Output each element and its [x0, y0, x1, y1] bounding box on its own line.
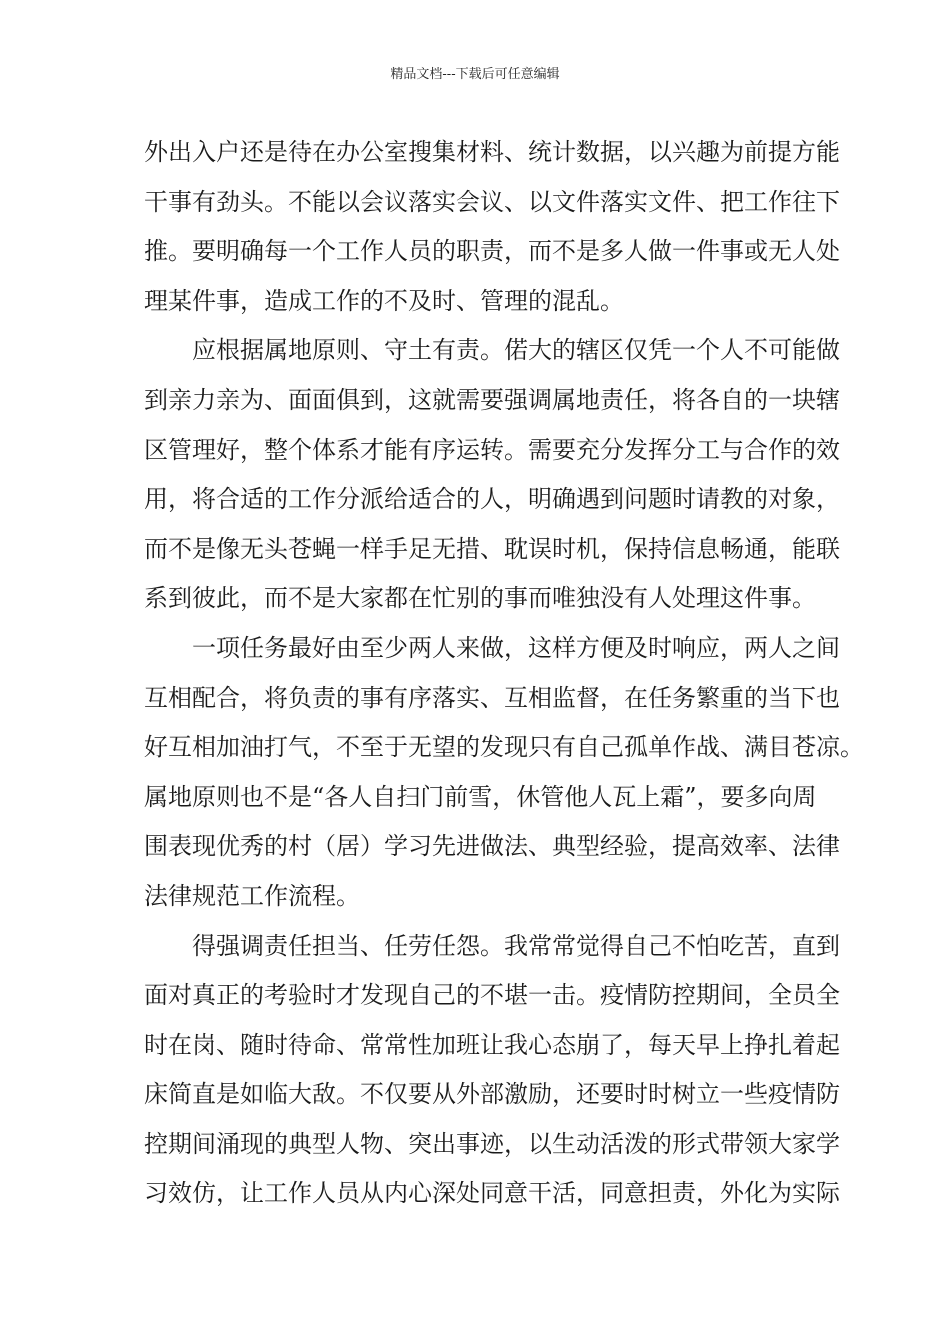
paragraph-1: [144, 128, 840, 326]
text-line: 时在岗、随时待命、常常性加班让我心态崩了，每天早上挣扎着起: [144, 1030, 840, 1059]
text-line: 干事有劲头。不能以会议落实会议、以文件落实文件、把工作往下: [144, 187, 840, 216]
text-line: 系到彼此，而不是大家都在忙别的事而唯独没有人处理这件事。: [144, 584, 816, 613]
text-line: 而不是像无头苍蝇一样手足无措、耽误时机，保持信息畅通，能联: [144, 534, 840, 563]
text-line: 到亲力亲为、面面俱到，这就需要强调属地责任，将各自的一块辖: [144, 385, 840, 414]
text-line: 面对真正的考验时才发现自己的不堪一击。疫情防控期间，全员全: [144, 981, 840, 1010]
paragraph-2: [144, 326, 840, 624]
text-line: 推。要明确每一个工作人员的职责，而不是多人做一件事或无人处: [144, 237, 840, 266]
text-line: 床简直是如临大敌。不仅要从外部激励，还要时时树立一些疫情防: [144, 1080, 840, 1109]
text-line: 法律规范工作流程。: [144, 881, 360, 910]
text-line: 应根据属地原则、守土有责。偌大的辖区仅凭一个人不可能做: [192, 336, 840, 365]
page-header: 精品文档---下载后可任意编辑: [390, 67, 560, 82]
text-line: 围表现优秀的村（居）学习先进做法、典型经验，提高效率、法律: [144, 832, 840, 861]
text-line: 好互相加油打气，不至于无望的发现只有自己孤单作战、满目苍凉。: [144, 733, 864, 762]
text-line: 用，将合适的工作分派给适合的人，明确遇到问题时请教的对象，: [144, 485, 840, 514]
paragraph-3: [144, 624, 864, 922]
text-line: 得强调责任担当、任劳任怨。我常常觉得自己不怕吃苦，直到: [192, 931, 840, 960]
text-line: 控期间涌现的典型人物、突出事迹，以生动活泼的形式带领大家学: [144, 1129, 840, 1158]
text-line: 一项任务最好由至少两人来做，这样方便及时响应，两人之间: [192, 633, 840, 662]
text-line: 属地原则也不是“各人自扫门前雪，休管他人瓦上霜”，要多向周: [144, 782, 817, 811]
text-line: 互相配合，将负责的事有序落实、互相监督，在任务繁重的当下也: [144, 683, 840, 712]
text-line: 区管理好，整个体系才能有序运转。需要充分发挥分工与合作的效: [144, 435, 840, 464]
paragraph-4: [144, 922, 840, 1220]
text-line: 习效仿，让工作人员从内心深处同意干活，同意担责，外化为实际: [144, 1179, 840, 1208]
text-line: 理某件事，造成工作的不及时、管理的混乱。: [144, 286, 624, 315]
text-line: 外出入户还是待在办公室搜集材料、统计数据，以兴趣为前提方能: [144, 138, 840, 166]
document-body: [144, 128, 864, 1219]
